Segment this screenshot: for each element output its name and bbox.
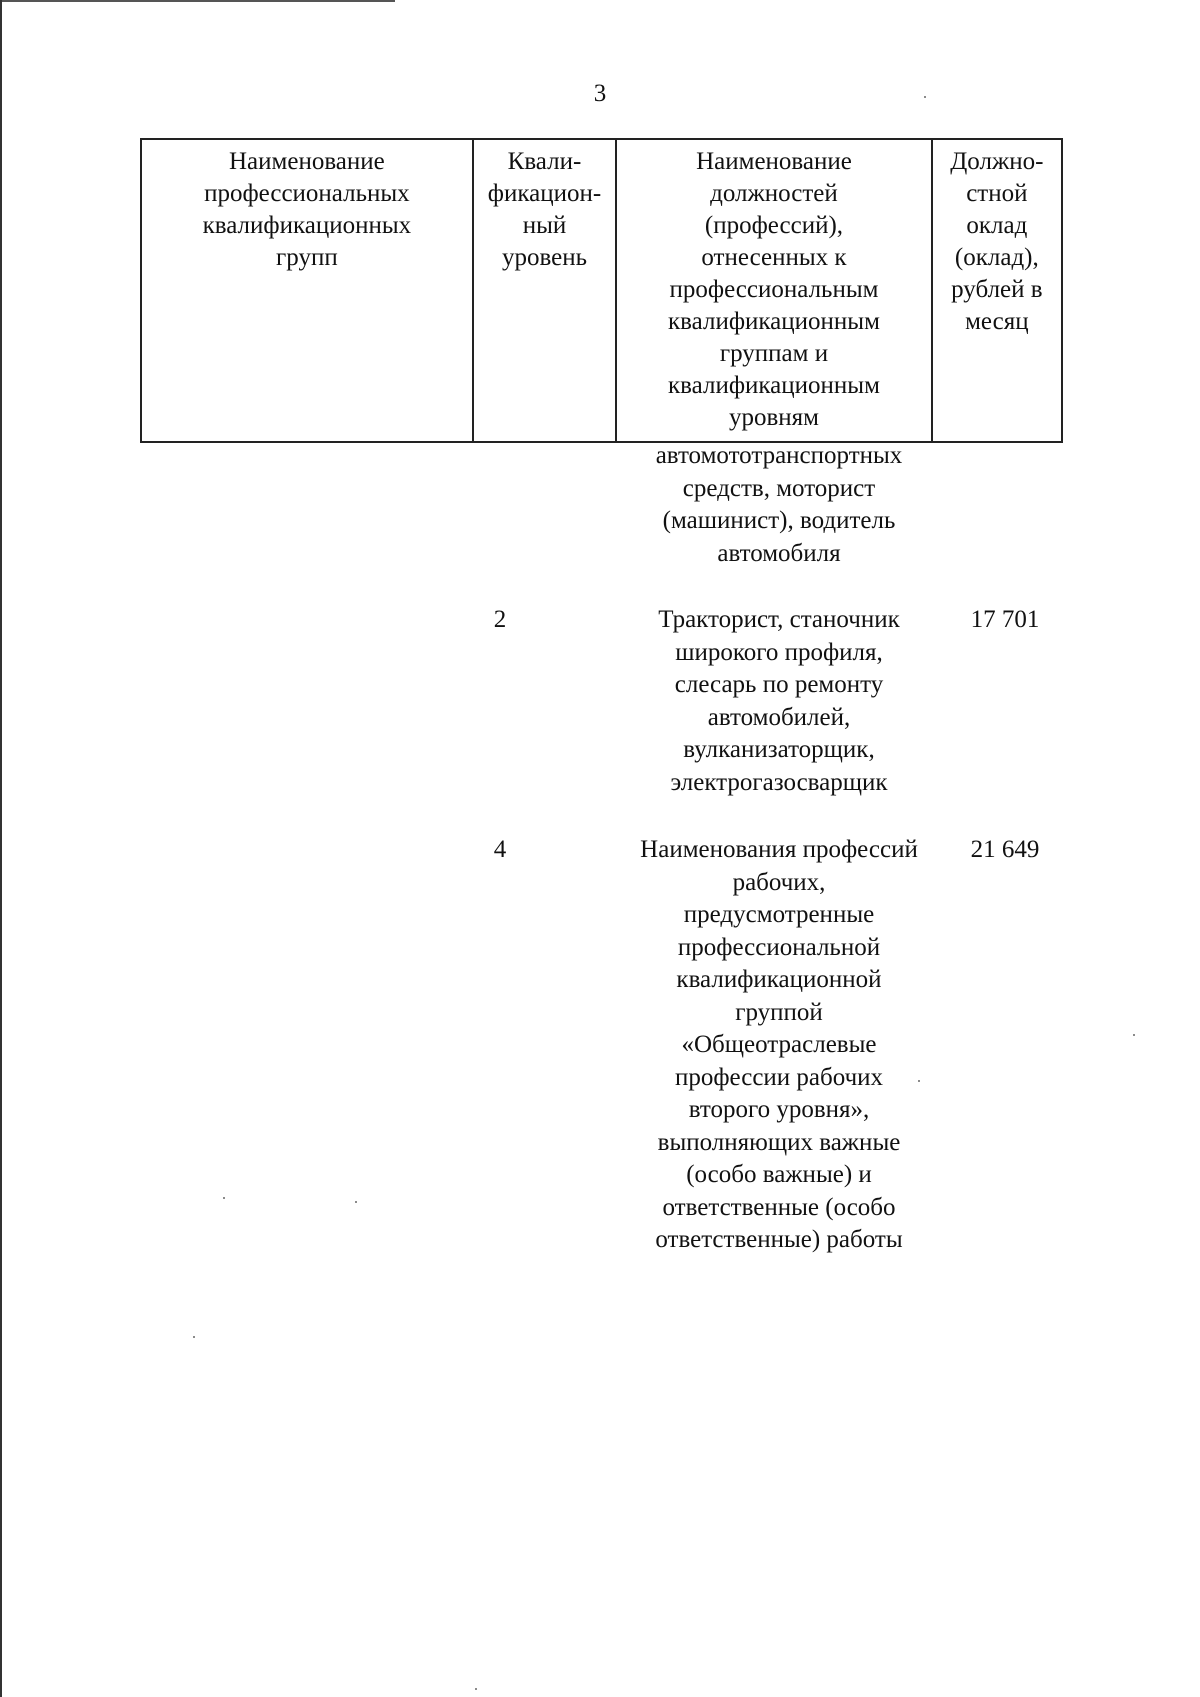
scan-speck xyxy=(924,96,926,98)
scan-speck xyxy=(475,1688,477,1690)
scan-speck xyxy=(355,1201,357,1203)
continued-positions-text: автомототранспортных средств, моторист (машинист), водитель автомобиля xyxy=(655,442,903,567)
row-positions: Тракторист, станочник широкого профиля, слесарь по ремонту автомобилей, вулканизаторщик, электрогазосварщик xyxy=(658,606,900,796)
table-header-row xyxy=(141,139,1062,442)
row-level: 2 xyxy=(493,606,507,633)
scan-speck xyxy=(1133,1034,1135,1036)
header-professional-groups: Наименование профессиональных квалификационных групп xyxy=(141,139,473,442)
row-salary: 21 649 xyxy=(970,836,1040,863)
scan-edge-top xyxy=(0,0,395,2)
header-qualification-level: Квали- фикацион- ный уровень xyxy=(473,139,616,442)
scan-speck xyxy=(918,1080,920,1082)
scan-edge-left xyxy=(0,0,2,1697)
scan-speck xyxy=(223,1197,225,1199)
scan-speck xyxy=(193,1336,195,1338)
header-salary: Должно- стной оклад (оклад), рублей в месяц xyxy=(932,139,1062,442)
row-salary: 17 701 xyxy=(970,606,1040,633)
header-position-names: Наименование должностей (профессий), отнесенных к профессиональным квалификационным группам и квалификационным уровням xyxy=(616,139,931,442)
salary-table-header xyxy=(140,138,1063,443)
row-positions: Наименования профессий рабочих, предусмотренные профессиональной квалификационной группой «Общеотраслевые профессии рабочих второго уровня», выполняющих важные (особо важные) и ответственные (особо ответственные) работы xyxy=(640,836,918,1253)
page-number: 3 xyxy=(593,80,607,107)
row-level: 4 xyxy=(493,836,507,863)
